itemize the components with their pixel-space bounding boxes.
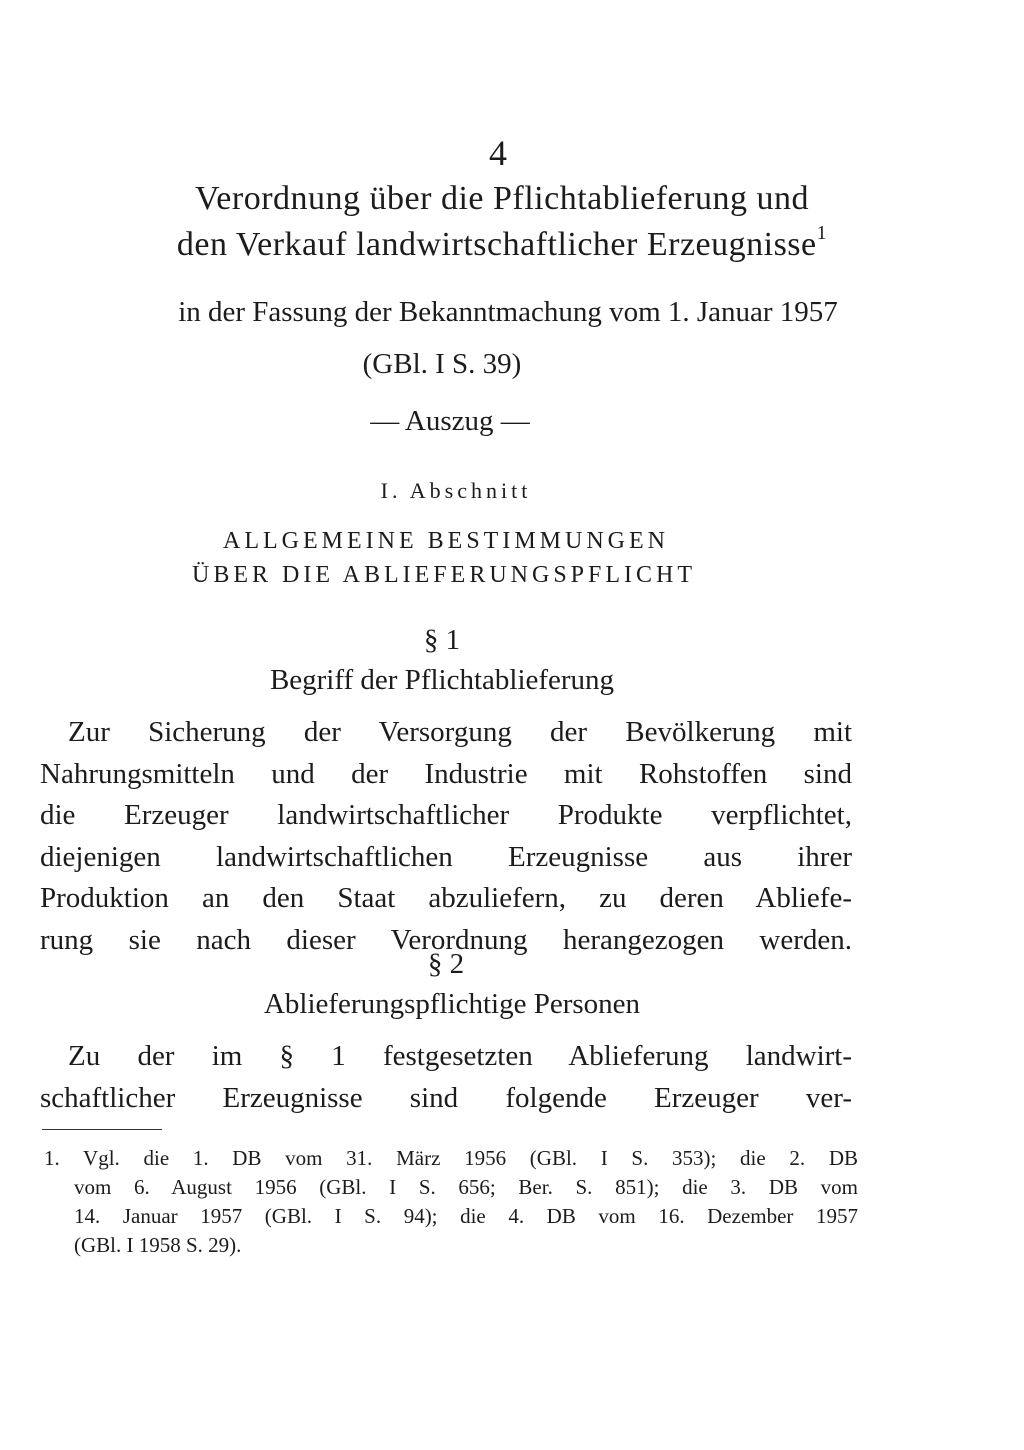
body-line: diejenigen landwirtschaftlichen Erzeugnisse aus ihrer [40, 840, 852, 873]
paragraph-1-heading: Begriff der Pflichtablieferung [269, 664, 615, 696]
section-title-line-2: ÜBER DIE ABLIEFERUNGSPFLICHT [191, 562, 697, 588]
paragraph-1-body [40, 712, 852, 961]
footnotes [44, 1144, 858, 1260]
footnote-line: (GBl. I 1958 S. 29). [74, 1233, 242, 1257]
paragraph-2-number: § 2 [427, 948, 465, 980]
document-number: 4 [489, 133, 507, 173]
body-line: Produktion an den Staat abzuliefern, zu deren Abliefe- [40, 882, 852, 914]
body-line: Zur Sicherung der Versorgung der Bevölkerung mit [68, 716, 852, 748]
footnote-line: 14. Januar 1957 (GBl. I S. 94); die 4. DB vom 16. Dezember 1957 [74, 1204, 858, 1228]
document-title-line-2 [0, 222, 1014, 264]
footnote-line: vom 6. August 1956 (GBl. I S. 656; Ber. S. 851); die 3. DB vom [74, 1175, 858, 1199]
document-title-text: Verordnung über die Pflichtablieferung und [195, 180, 809, 217]
document-title-text: den Verkauf landwirtschaftlicher Erzeugnisse [176, 226, 817, 263]
body-line: Nahrungsmitteln und der Industrie mit Rohstoffen sind [40, 757, 852, 790]
footnote-line: 1. Vgl. die 1. DB vom 31. März 1956 (GBl. I S. 353); die 2. DB [44, 1146, 858, 1170]
section-label: I. Abschnitt [380, 478, 532, 503]
document-subtitle: in der Fassung der Bekanntmachung vom 1. Januar 1957 [178, 296, 838, 328]
footnote-divider [42, 1129, 162, 1130]
excerpt-label: — Auszug — [370, 405, 530, 437]
paragraph-2-heading: Ablieferungspflichtige Personen [263, 988, 641, 1020]
body-line: schaftlicher Erzeugnisse sind folgende Erzeuger ver- [40, 1081, 852, 1114]
section-title-line-1: ALLGEMEINE BESTIMMUNGEN [223, 528, 669, 554]
footnote-marker[interactable]: 1 [816, 222, 828, 244]
document-title-line-1 [0, 180, 1014, 218]
paragraph-1-number: § 1 [423, 624, 461, 656]
body-line: rung sie nach dieser Verordnung herangezogen werden. [40, 923, 852, 956]
body-line: die Erzeuger landwirtschaftlicher Produkte verpflichtet, [40, 799, 852, 831]
gazette-reference: (GBl. I S. 39) [362, 348, 522, 380]
paragraph-2-body [40, 1036, 852, 1119]
body-line: Zu der im § 1 festgesetzten Ablieferung landwirt- [68, 1040, 852, 1072]
